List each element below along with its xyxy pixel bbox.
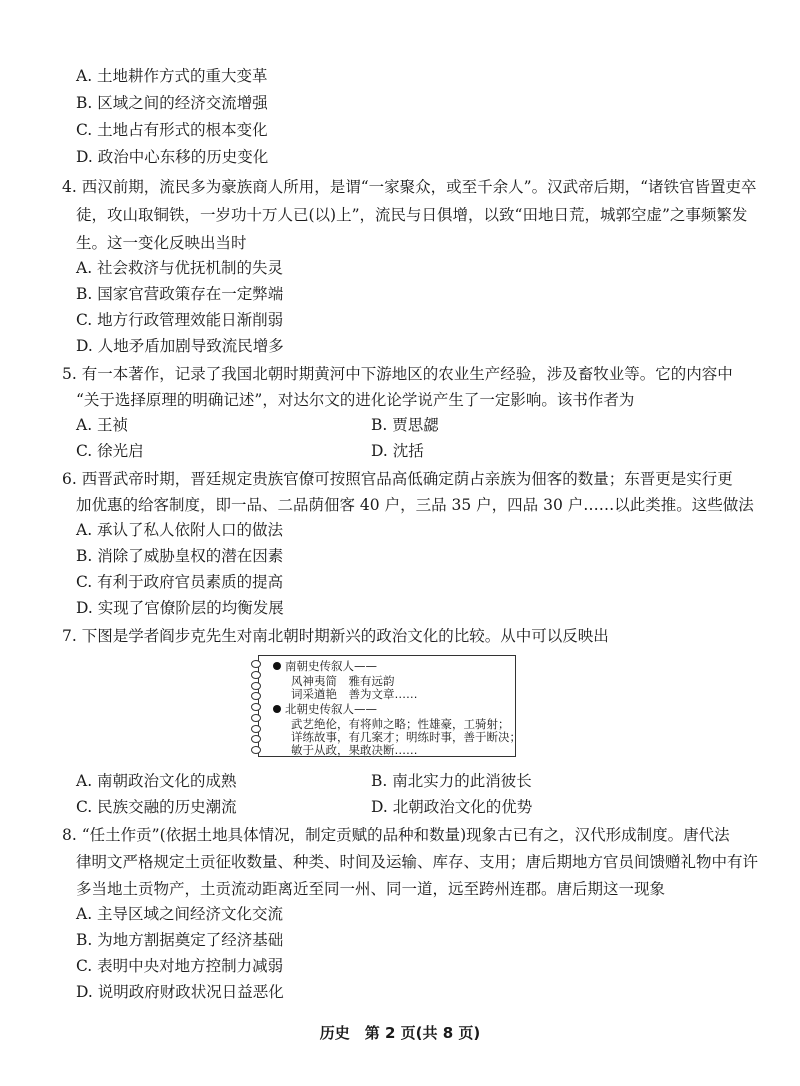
north-line-3: 敏于从政，果敢决断…… [291,743,418,757]
q5-stem-line-2: “关于选择原理的明确记述”，对达尔文的进化论学说产生了一定影响。该书作者为 [76,391,635,409]
ring-icon [251,735,261,743]
q4-option-a: A. 社会救济与优抚机制的失灵 [76,259,284,277]
south-line-1: 风神夷简 雅有远韵 [291,674,395,688]
q4-stem-line-2: 徒，攻山取铜铁，一岁功十万人已(以)上”，流民与日俱增，以致“田地日荒，城郭空虚”之事频繁发 [76,206,748,224]
q8-option-b: B. 为地方割据奠定了经济基础 [76,931,284,949]
ring-icon [251,671,261,679]
q8-stem-line-1: 8. “任土作贡”(依据土地具体情况，制定贡赋的品种和数量)现象古已有之，汉代形成制度。唐代法 [62,826,730,844]
q4-option-c: C. 地方行政管理效能日渐削弱 [76,311,284,329]
q6-option-b: B. 消除了威胁皇权的潜在因素 [76,547,284,565]
q5-option-a: A. 王祯 [76,416,129,434]
q5-option-b: B. 贾思勰 [371,416,439,434]
north-dynasty-heading [273,703,377,716]
south-dynasty-heading [273,660,377,673]
q5-option-d: D. 沈括 [371,442,424,460]
q7-stem: 7. 下图是学者阎步克先生对南北朝时期新兴的政治文化的比较。从中可以反映出 [62,627,609,645]
south-dynasty-title: 南朝史传叙人—— [285,659,377,673]
q3-option-d: D. 政治中心东移的历史变化 [76,148,269,166]
bullet-icon [273,662,281,670]
q5-stem-line-1: 5. 有一本著作，记录了我国北朝时期黄河中下游地区的农业生产经验，涉及畜牧业等。它的内容中 [62,365,733,383]
ring-icon [251,746,261,754]
q6-stem-line-1: 6. 西晋武帝时期，晋廷规定贵族官僚可按照官品高低确定荫占亲族为佃客的数量；东晋更是实行更 [62,470,733,488]
q8-option-d: D. 说明政府财政状况日益恶化 [76,983,284,1001]
notebook-rings [251,660,265,754]
q4-option-b: B. 国家官营政策存在一定弊端 [76,285,284,303]
ring-icon [251,682,261,690]
north-line-2: 详练故事，有几案才；明练时事，善于断决； [291,730,521,744]
ring-icon [251,714,261,722]
q7-option-a: A. 南朝政治文化的成熟 [76,772,237,790]
q3-option-b: B. 区域之间的经济交流增强 [76,94,268,112]
q5-option-c: C. 徐光启 [76,442,144,460]
south-line-2: 词采遒艳 善为文章…… [291,687,418,701]
page-footer: 历史 第 2 页(共 8 页) [319,1024,481,1042]
ring-icon [251,703,261,711]
q7-figure-notebook [258,655,521,757]
q6-option-d: D. 实现了官僚阶层的均衡发展 [76,599,284,617]
q4-stem-line-3: 生。这一变化反映出当时 [76,234,247,252]
q3-option-a: A. 土地耕作方式的重大变革 [76,67,268,85]
bullet-icon [273,705,281,713]
q3-option-c: C. 土地占有形式的根本变化 [76,121,268,139]
ring-icon [251,692,261,700]
q4-option-d: D. 人地矛盾加剧导致流民增多 [76,337,284,355]
q7-option-b: B. 南北实力的此消彼长 [371,772,532,790]
north-line-1: 武艺绝伦，有将帅之略；性雄豪，工骑射； [291,717,510,731]
q4-stem-line-1: 4. 西汉前期，流民多为豪族商人所用，是谓“一家聚众，或至千余人”。汉武帝后期，“诸铁官皆置吏卒 [62,178,757,196]
q8-option-c: C. 表明中央对地方控制力减弱 [76,957,284,975]
q8-stem-line-2: 律明文严格规定土贡征收数量、种类、时间及运输、库存、支用；唐后期地方官员间馈赠礼物中有许 [76,853,759,871]
q6-option-a: A. 承认了私人依附人口的做法 [76,521,284,539]
q7-option-d: D. 北朝政治文化的优势 [371,798,533,816]
q6-option-c: C. 有利于政府官员素质的提高 [76,573,284,591]
ring-icon [251,660,261,668]
q8-stem-line-3: 多当地土贡物产，土贡流动距离近至同一州、同一道，远至跨州连郡。唐后期这一现象 [76,880,666,898]
q7-option-c: C. 民族交融的历史潮流 [76,798,237,816]
north-dynasty-title: 北朝史传叙人—— [285,702,377,716]
ring-icon [251,725,261,733]
q6-stem-line-2: 加优惠的给客制度，即一品、二品荫佃客 40 户，三品 35 户，四品 30 户……以此类推。这些做法 [76,496,754,514]
q8-option-a: A. 主导区域之间经济文化交流 [76,905,284,923]
